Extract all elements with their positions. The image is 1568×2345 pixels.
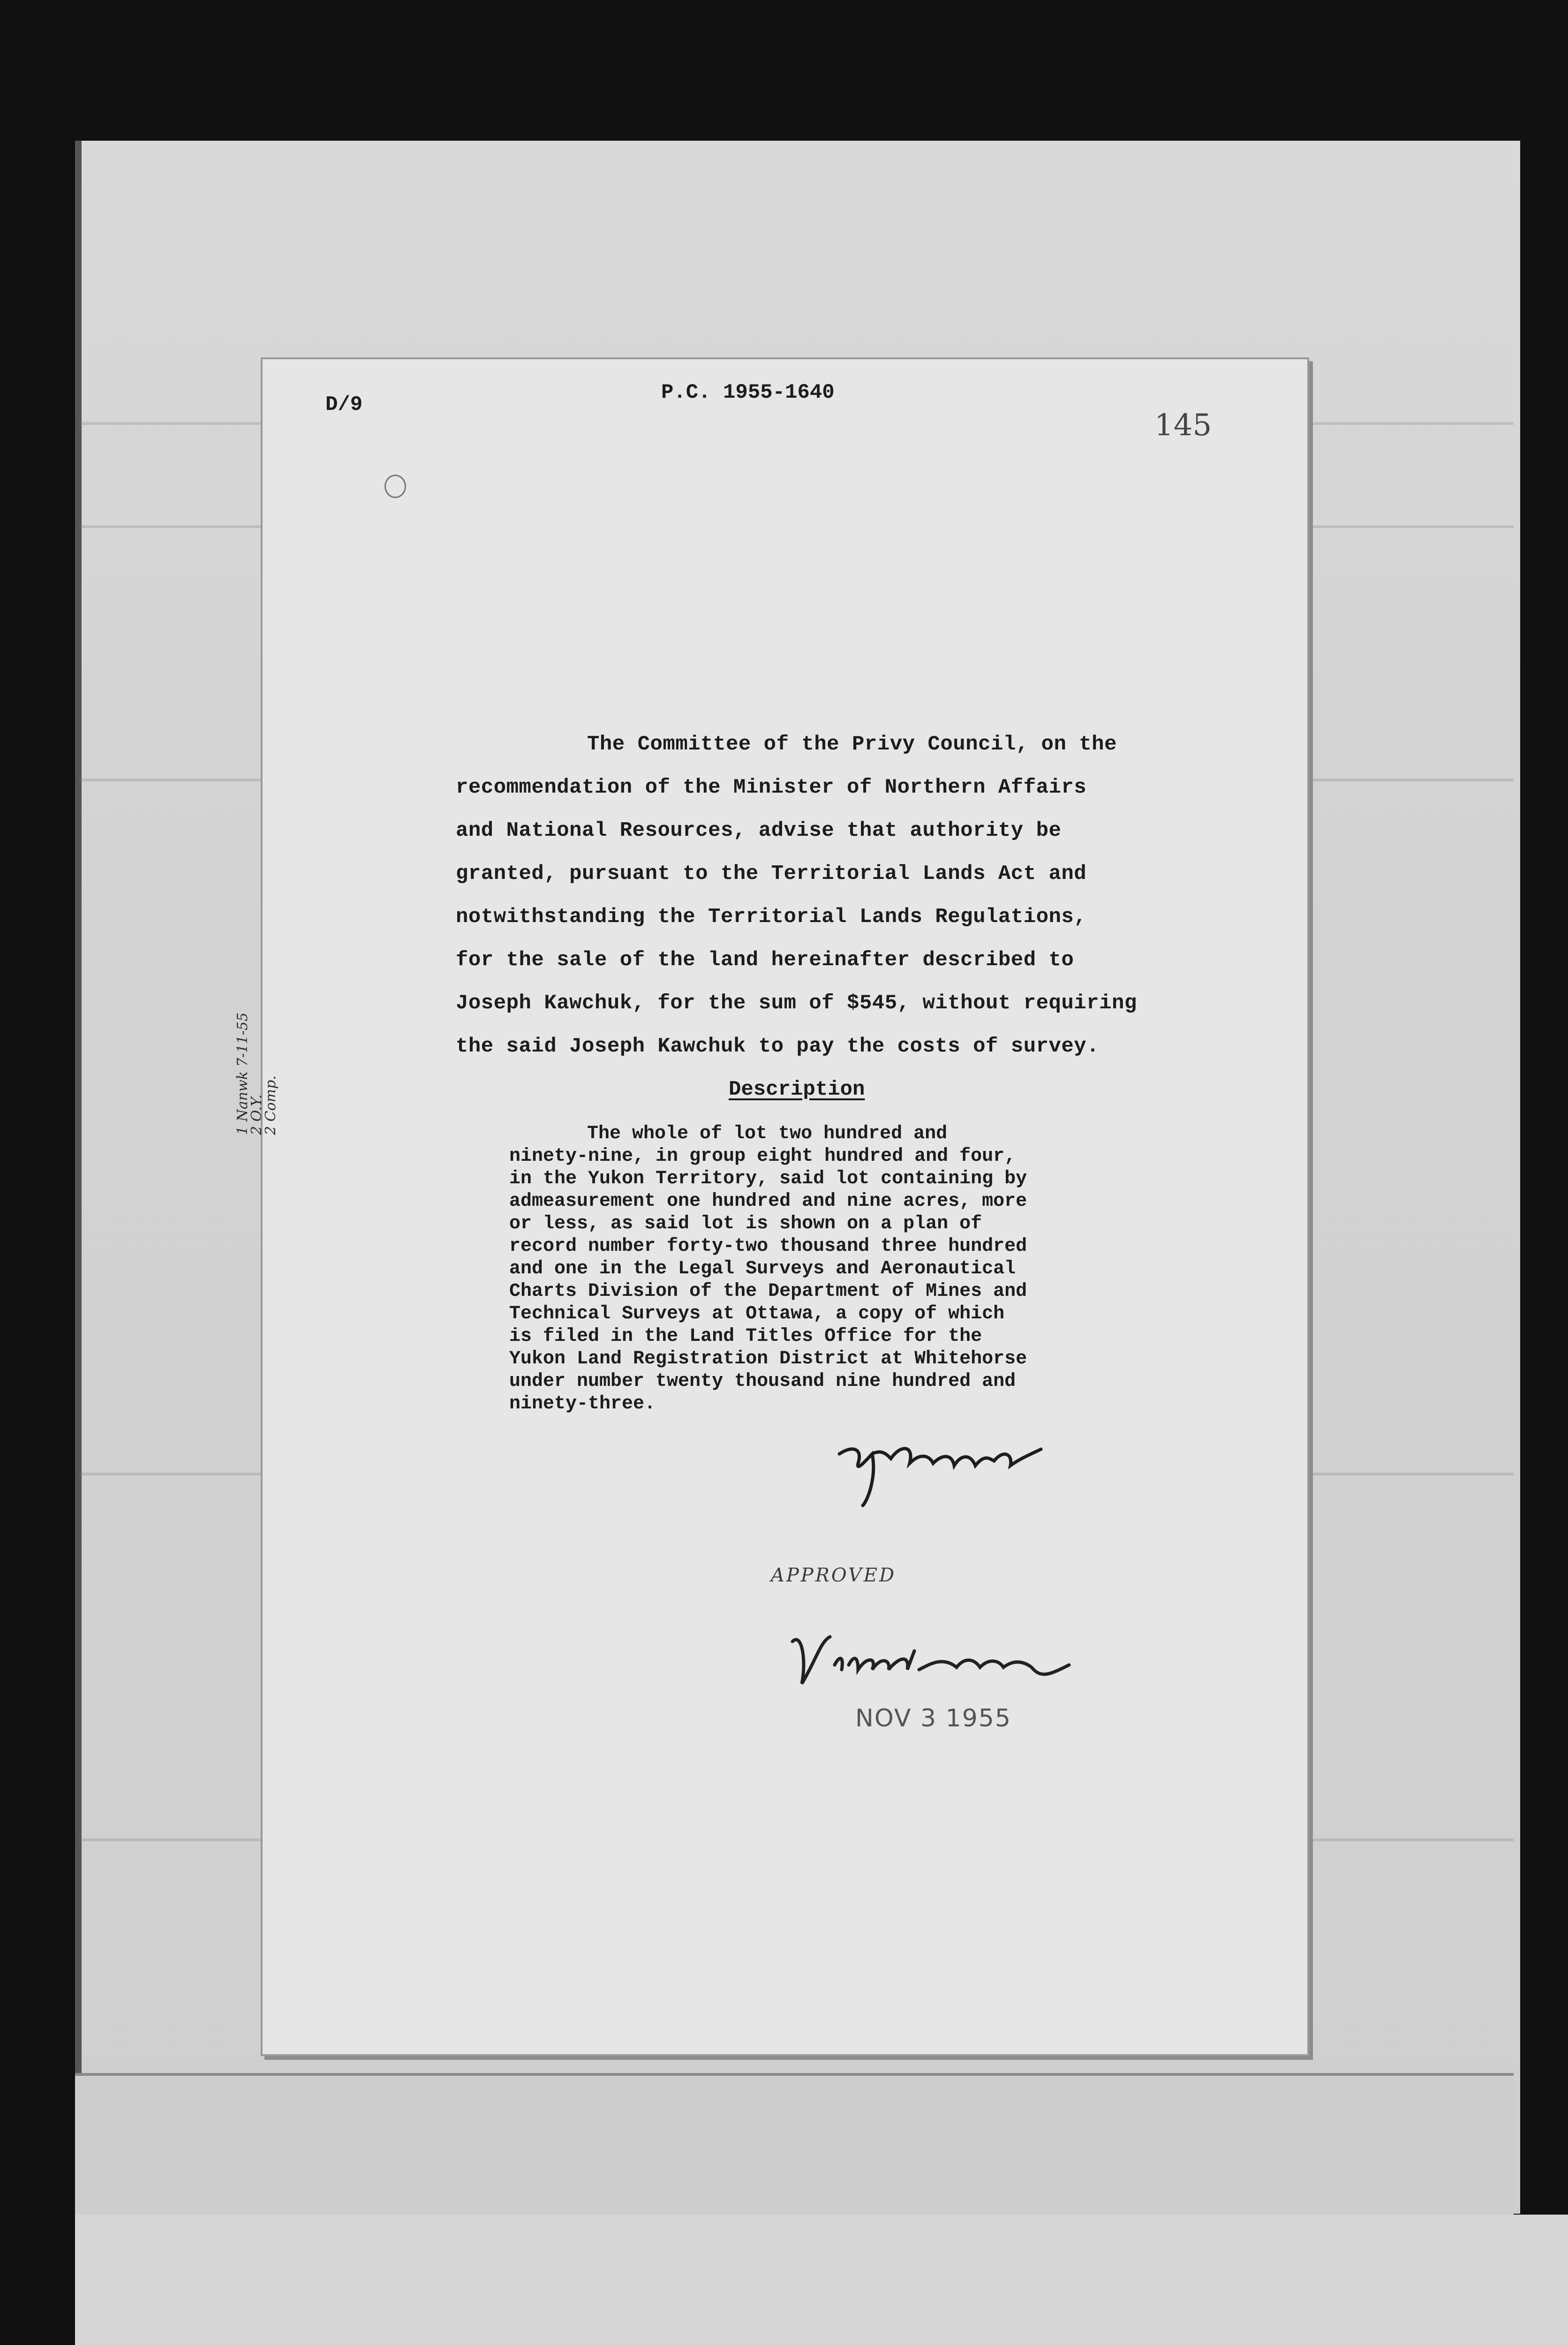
mount-bottom-strip	[75, 2215, 1568, 2345]
description-line: Technical Surveys at Ottawa, a copy of which	[509, 1303, 1005, 1324]
margin-note-line: 2 Comp.	[263, 1075, 279, 1135]
paragraph-line: Joseph Kawchuk, for the sum of $545, without requiring	[456, 991, 1137, 1015]
paragraph-line: and National Resources, advise that authority be	[456, 819, 1062, 842]
description-line: ninety-three.	[509, 1393, 656, 1415]
description-line: Yukon Land Registration District at Whitehorse	[509, 1348, 1027, 1369]
description-line: in the Yukon Territory, said lot containing by	[509, 1168, 1027, 1189]
clerk-signature	[835, 1426, 1060, 1510]
description-line: Charts Division of the Department of Mines and	[509, 1281, 1027, 1302]
margin-note-line: 2 O.Y.	[249, 1094, 265, 1135]
governor-general-signature	[788, 1623, 1078, 1702]
paragraph-line: notwithstanding the Territorial Lands Regulations,	[456, 905, 1087, 929]
description-line: record number forty-two thousand three hundred	[509, 1236, 1027, 1257]
description-line: is filed in the Land Titles Office for the	[509, 1326, 982, 1347]
folio-number: 145	[1154, 408, 1212, 443]
paragraph-line: granted, pursuant to the Territorial Lands Act and	[456, 862, 1087, 885]
description-line: under number twenty thousand nine hundred and	[509, 1371, 1016, 1392]
description-line: ninety-nine, in group eight hundred and four,	[509, 1146, 1016, 1167]
description-heading: Description	[729, 1078, 865, 1101]
approved-label: APPROVED	[771, 1565, 897, 1586]
order-number: P.C. 1955-1640	[661, 381, 835, 404]
margin-note-line: 1 Nanwk 7-11-55	[234, 1012, 251, 1135]
margin-notes	[234, 1012, 279, 1135]
paragraph-line: for the sale of the land hereinafter described to	[456, 948, 1074, 972]
punch-hole	[384, 475, 406, 498]
description-line: or less, as said lot is shown on a plan of	[509, 1213, 982, 1234]
mount-lower-strip	[75, 2073, 1514, 2219]
reference-code: D/9	[325, 393, 363, 416]
description-line: admeasurement one hundred and nine acres, more	[509, 1191, 1027, 1212]
paragraph-line: recommendation of the Minister of Northern Affairs	[456, 776, 1087, 799]
paragraph-line: the said Joseph Kawchuk to pay the costs of survey.	[456, 1035, 1100, 1058]
description-line: The whole of lot two hundred and	[587, 1123, 948, 1144]
date-stamp: NOV 3 1955	[855, 1704, 1011, 1732]
paragraph-line: The Committee of the Privy Council, on the	[587, 733, 1117, 756]
description-line: and one in the Legal Surveys and Aeronautical	[509, 1258, 1016, 1279]
